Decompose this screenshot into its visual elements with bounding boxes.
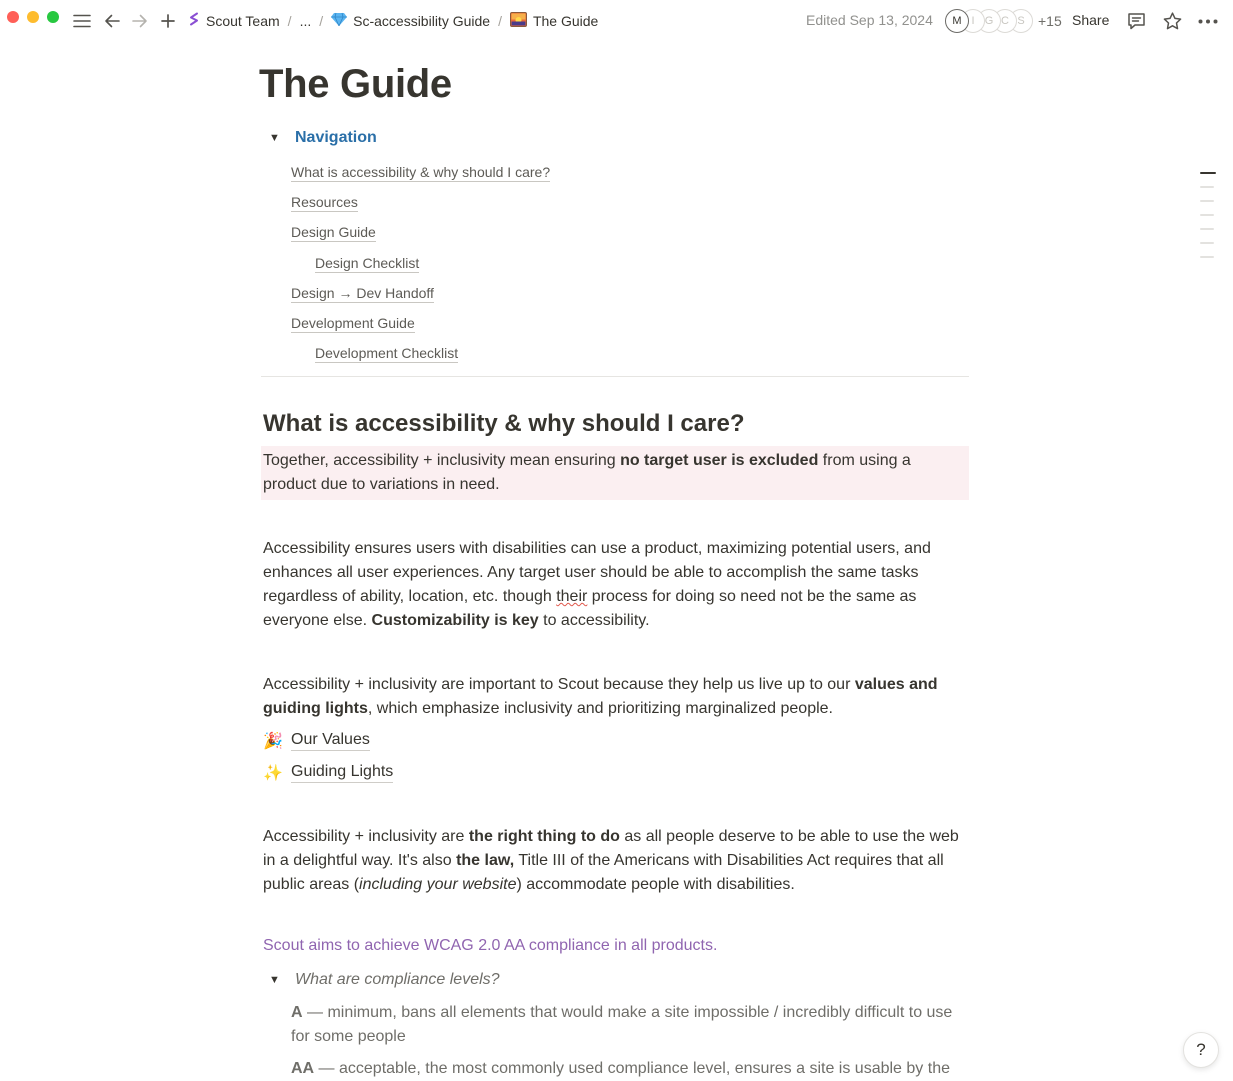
avatar[interactable]: G: [977, 9, 1001, 33]
toc-link-design-checklist[interactable]: Design Checklist: [315, 255, 420, 271]
sunset-image-icon: [510, 12, 527, 30]
level-label: AA: [291, 1060, 315, 1077]
breadcrumb-separator: /: [287, 12, 292, 29]
text-run: as all people deserve to be able to use the web in a delightful way. It's also: [263, 828, 959, 869]
page-title: The Guide: [259, 62, 452, 106]
bold-text: no target user is excluded: [620, 452, 819, 469]
level-description: — minimum, bans all elements that would make a site impossible / incredibly difficult to use for some people: [291, 1004, 953, 1045]
breadcrumb-current[interactable]: [510, 12, 598, 30]
text-run: Accessibility ensures users with disabilities can use a product, maximizing potential users, and enhances all user experiences. Any target user should be able to accomplish the same tasks regardless of ability, location, etc. though: [263, 540, 931, 605]
text-run: Title III of the Americans with Disabilities Act requires that all public areas (: [263, 852, 944, 893]
bold-text: Customizability is key: [371, 612, 539, 629]
bold-text: the law,: [456, 852, 515, 869]
toggle-triangle-icon[interactable]: ▼: [269, 974, 280, 986]
plus-icon[interactable]: [158, 9, 178, 33]
top-bar: [0, 0, 1233, 42]
compliance-levels-toggle[interactable]: [269, 971, 500, 989]
breadcrumb-workspace[interactable]: [188, 11, 280, 30]
help-button[interactable]: ?: [1183, 1032, 1219, 1068]
italic-text: including your website: [359, 876, 517, 893]
forward-arrow-icon[interactable]: [130, 9, 150, 33]
text-run: Accessibility + inclusivity are: [263, 828, 469, 845]
page-link-our-values[interactable]: [263, 730, 370, 751]
outline-marker[interactable]: [1200, 214, 1214, 216]
outline-marker[interactable]: [1200, 256, 1214, 258]
gem-icon: [331, 12, 347, 29]
compliance-statement: Scout aims to achieve WCAG 2.0 AA compliance in all products.: [263, 937, 718, 954]
section-heading: What is accessibility & why should I care?: [263, 410, 745, 437]
toc-link-design-guide[interactable]: Design Guide: [291, 224, 376, 240]
navigation-toggle[interactable]: [269, 129, 377, 147]
breadcrumb-separator: /: [319, 12, 324, 29]
party-popper-icon: 🎉: [263, 732, 283, 750]
share-button[interactable]: Share: [1072, 12, 1110, 28]
window-zoom-button[interactable]: [47, 11, 59, 23]
breadcrumb-parent-label: Sc-accessibility Guide: [353, 12, 491, 29]
breadcrumb-ellipsis[interactable]: ...: [299, 12, 312, 29]
more-icon[interactable]: [1197, 9, 1219, 33]
edited-timestamp: Edited Sep 13, 2024: [806, 12, 933, 28]
misspelled-word: their: [556, 588, 588, 605]
text-run: Accessibility + inclusivity are important to Scout because they help us live up to our: [263, 676, 855, 693]
avatar[interactable]: I: [961, 9, 985, 33]
text-run: , which emphasize inclusivity and prioritizing marginalized people.: [367, 700, 833, 717]
text-run: from using a product due to variations in need.: [263, 452, 911, 493]
bold-text: values and guiding lights: [263, 676, 938, 717]
toc-link-what-is-accessibility[interactable]: What is accessibility & why should I care?: [291, 164, 551, 180]
star-icon[interactable]: [1161, 9, 1183, 33]
avatar[interactable]: S: [1009, 9, 1033, 33]
breadcrumb: [188, 11, 598, 30]
level-label: A: [291, 1004, 303, 1021]
breadcrumb-parent[interactable]: [331, 12, 490, 29]
level-description: — acceptable, the most commonly used compliance level, ensures a site is usable by the: [314, 1060, 950, 1077]
divider: [261, 376, 969, 377]
toc-link-development-guide[interactable]: Development Guide: [291, 315, 415, 331]
paragraph-why-important: [263, 673, 963, 721]
outline-marker[interactable]: [1200, 228, 1214, 230]
page-link-guiding-lights[interactable]: [263, 762, 393, 783]
page-link-label[interactable]: Guiding Lights: [291, 762, 393, 783]
text-run: Together, accessibility + inclusivity mean ensuring: [263, 452, 621, 469]
outline-marker[interactable]: [1200, 172, 1216, 174]
breadcrumb-workspace-label: Scout Team: [206, 12, 280, 29]
compliance-level-aa: [291, 1057, 971, 1081]
breadcrumb-separator: /: [498, 12, 502, 29]
outline-marker[interactable]: [1200, 186, 1214, 188]
bold-text: the right thing to do: [468, 828, 620, 845]
callout-text: [263, 449, 963, 497]
extra-collaborators-count[interactable]: +15: [1038, 13, 1062, 29]
outline-marker[interactable]: [1200, 200, 1214, 202]
toc-link-resources[interactable]: Resources: [291, 194, 358, 210]
paragraph-accessibility-definition: [263, 537, 963, 633]
avatar[interactable]: M: [945, 9, 969, 33]
avatar[interactable]: C: [993, 9, 1017, 33]
paragraph-right-thing: [263, 825, 963, 897]
outline-marker[interactable]: [1200, 242, 1214, 244]
text-run: ) accommodate people with disabilities.: [516, 876, 795, 893]
comments-icon[interactable]: [1125, 9, 1147, 33]
toc-link-design-dev-handoff[interactable]: Design → Dev Handoff: [291, 285, 434, 301]
sparkles-icon: ✨: [263, 764, 283, 782]
text-run: process for doing so need not be the same as everyone else.: [263, 588, 917, 629]
menu-icon[interactable]: [72, 9, 92, 33]
breadcrumb-current-label: The Guide: [532, 12, 599, 29]
text-run: to accessibility.: [538, 612, 650, 629]
page-link-label[interactable]: Our Values: [291, 730, 370, 751]
window-minimize-button[interactable]: [27, 11, 39, 23]
navigation-title: Navigation: [295, 129, 377, 146]
toggle-question: What are compliance levels?: [295, 971, 500, 988]
toggle-triangle-icon[interactable]: ▼: [269, 132, 280, 144]
toc-link-development-checklist[interactable]: Development Checklist: [315, 345, 459, 361]
compliance-level-a: [291, 1001, 971, 1049]
workspace-logo-icon: [188, 11, 200, 30]
window-close-button[interactable]: [7, 11, 19, 23]
back-arrow-icon[interactable]: [102, 9, 122, 33]
